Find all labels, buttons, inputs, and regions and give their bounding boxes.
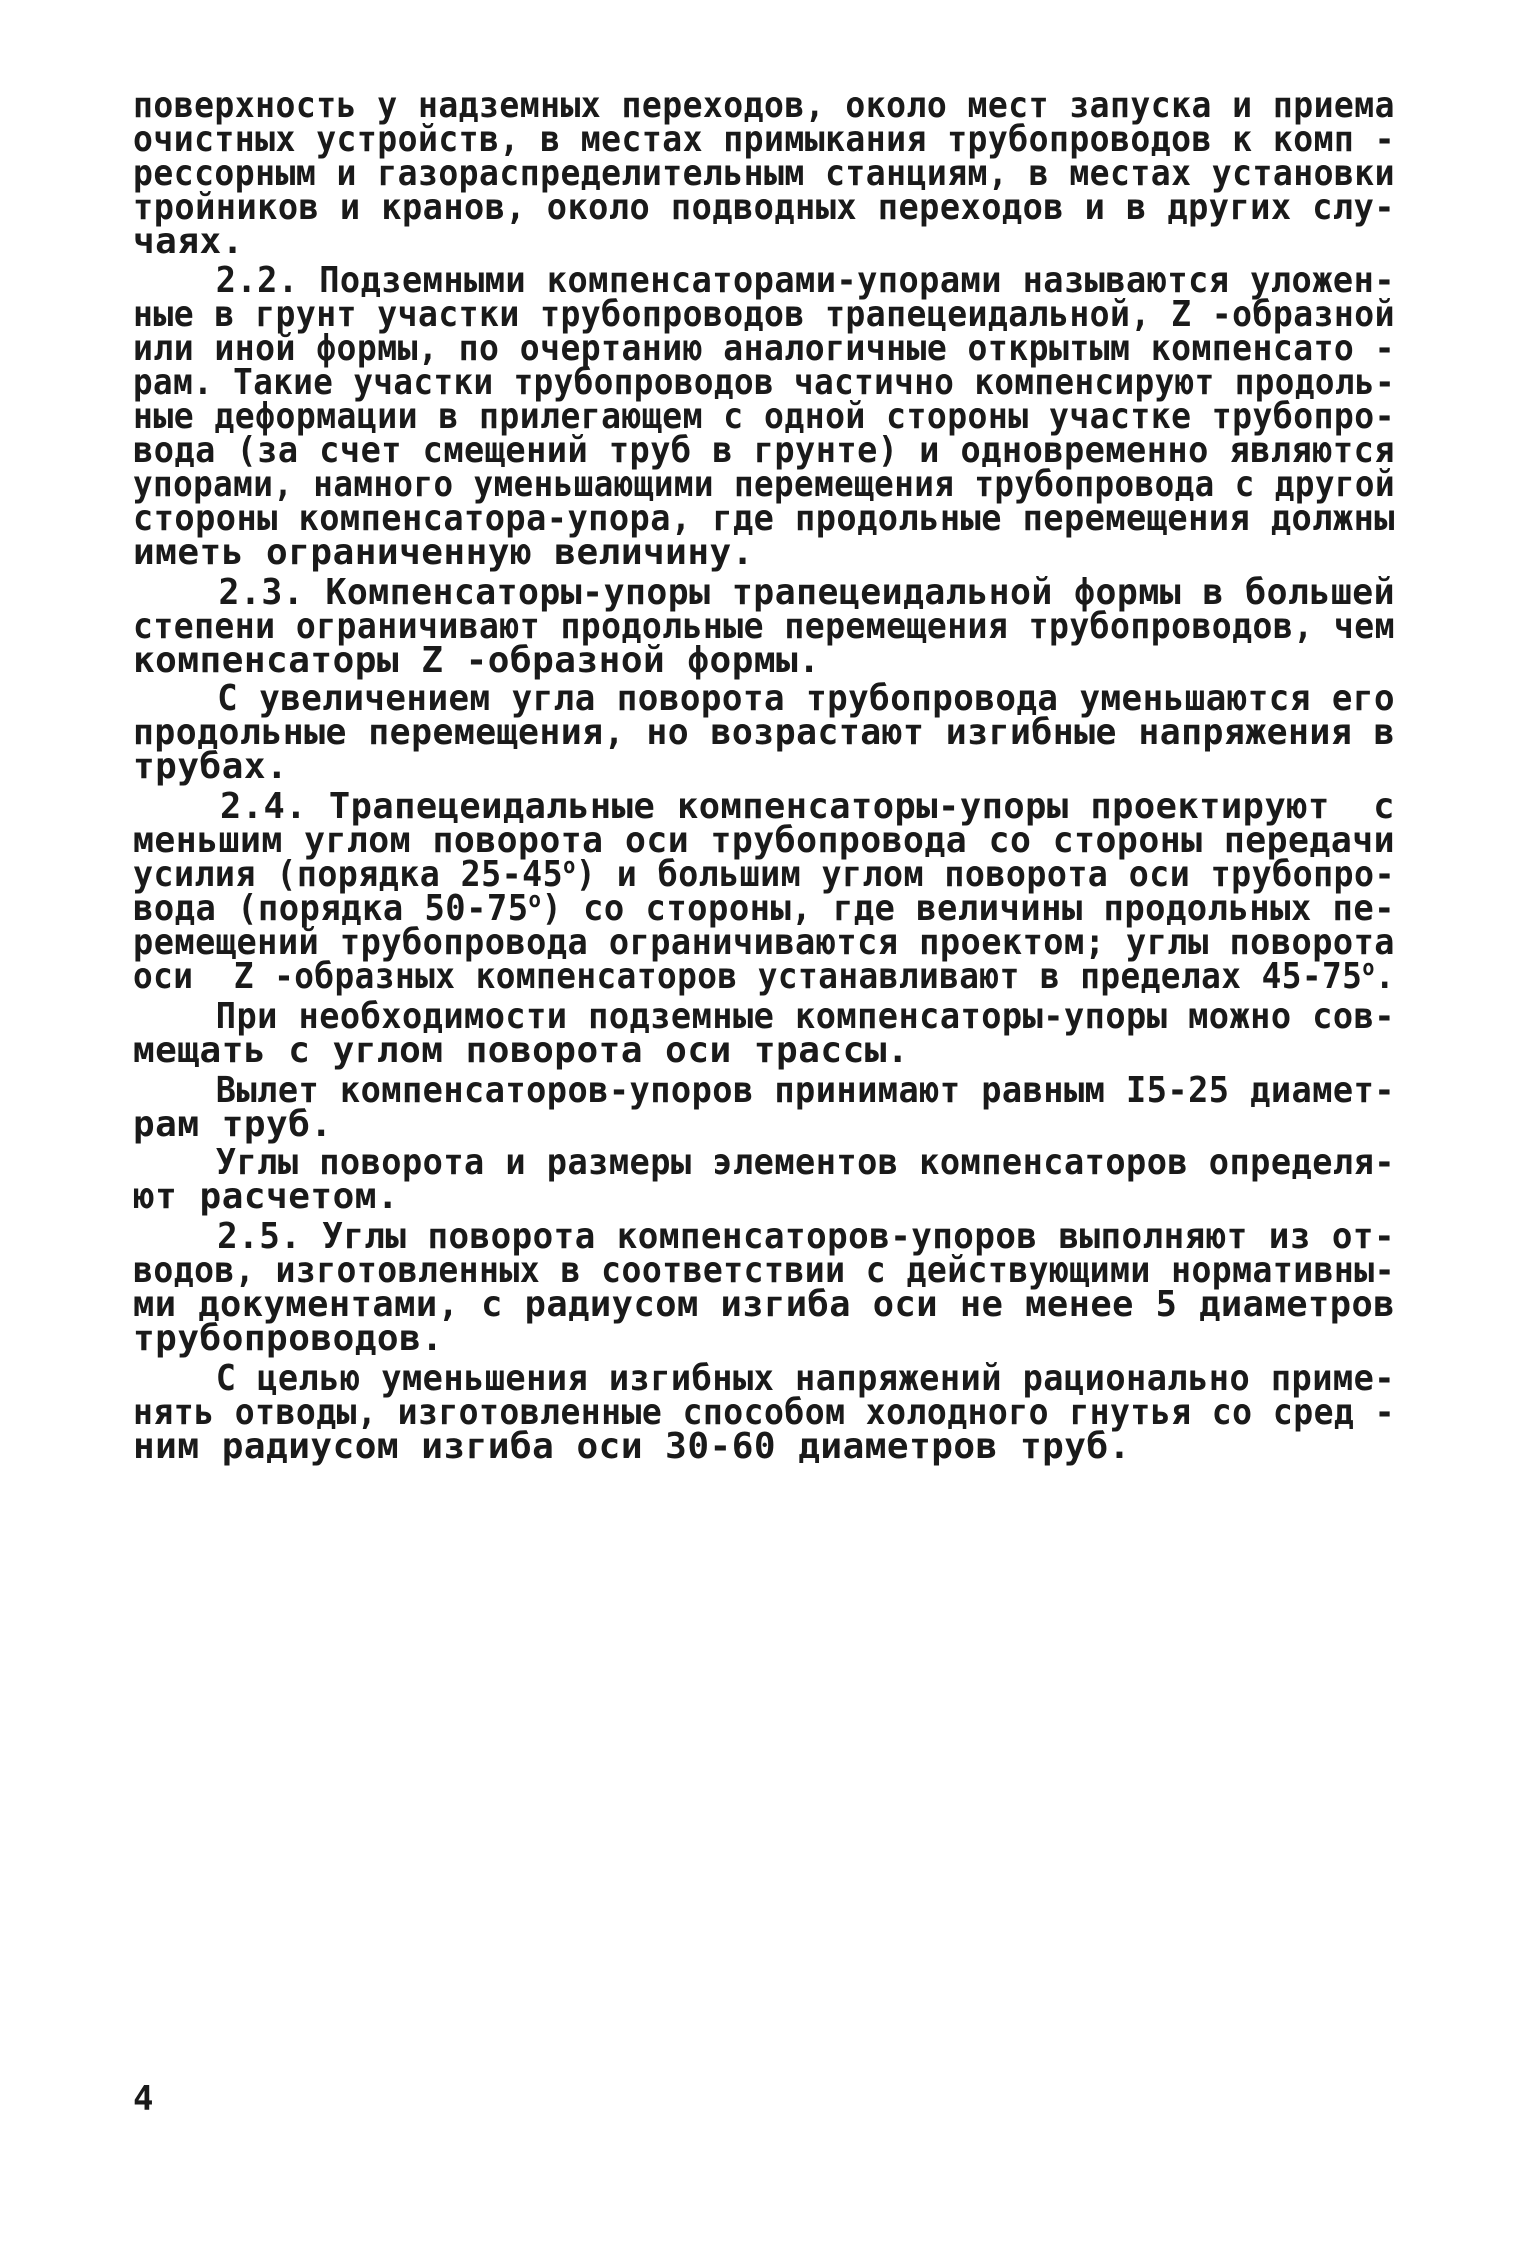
text-line: чаях. [133, 221, 244, 262]
text-line: вода (за счет смещений труб в грунте) и одновременно являются [133, 430, 1395, 471]
text-line: меньшим углом поворота оси трубопровода со стороны передачи [133, 820, 1395, 861]
text-line: 2.4. Трапецеидальные компенсаторы-упоры проектируют с [133, 786, 1395, 827]
text-line: вода (порядка 50-75$^o$) со стороны, где величины продольных пе- [133, 888, 1395, 929]
text-line: ют расчетом. [133, 1176, 400, 1217]
text-line: продольные перемещения, но возрастают изгибные напряжения в [133, 712, 1395, 753]
text-line: степени ограничивают продольные перемещения трубопроводов, чем [133, 606, 1395, 647]
text-line: очистных устройств, в местах примыкания трубопроводов к комп - [133, 119, 1395, 160]
page-number: 4 [133, 2079, 154, 2119]
text-line: стороны компенсатора-упора, где продольные перемещения должны [133, 498, 1395, 539]
text-line: рам труб. [133, 1104, 333, 1145]
text-line: водов, изготовленных в соответствии с действующими нормативны- [133, 1250, 1395, 1291]
text-line: С целью уменьшения изгибных напряжений рационально приме- [133, 1358, 1395, 1399]
text-line: С увеличением угла поворота трубопровода уменьшаются его [133, 678, 1395, 719]
text-line: ремещений трубопровода ограничиваются проектом; углы поворота [133, 922, 1395, 963]
text-line: 2.5. Углы поворота компенсаторов-упоров выполняют из от- [133, 1216, 1395, 1257]
text-line: Вылет компенсаторов-упоров принимают равным I5-25 диамет- [133, 1070, 1395, 1111]
text-line: рам. Такие участки трубопроводов частично компенсируют продоль- [133, 362, 1395, 403]
text-line: ним радиусом изгиба оси 30-60 диаметров труб. [133, 1426, 1131, 1467]
text-line: 2.2. Подземными компенсаторами-упорами называются уложен- [133, 260, 1395, 301]
text-line: Углы поворота и размеры элементов компенсаторов определя- [133, 1142, 1395, 1183]
text-line: упорами, намного уменьшающими перемещения трубопровода с другой [133, 464, 1395, 505]
text-line: ные в грунт участки трубопроводов трапецеидальной, Z -образной [133, 294, 1395, 335]
text-line: усилия (порядка 25-45$^o$) и большим углом поворота оси трубопро- [133, 854, 1395, 895]
text-line: нять отводы, изготовленные способом холодного гнутья со сред - [133, 1392, 1395, 1433]
text-line: При необходимости подземные компенсаторы-упоры можно сов- [133, 996, 1395, 1037]
text-line: рессорным и газораспределительным станциям, в местах установки [133, 153, 1395, 194]
text-line: 2.3. Компенсаторы-упоры трапецеидальной формы в большей [133, 572, 1395, 613]
text-line: поверхность у надземных переходов, около мест запуска и приема [133, 85, 1395, 126]
text-line: ные деформации в прилегающем с одной стороны участке трубопро- [133, 396, 1395, 437]
text-line: компенсаторы Z -образной формы. [133, 640, 821, 681]
text-line: или иной формы, по очертанию аналогичные открытым компенсато - [133, 328, 1395, 369]
text-line: тройников и кранов, около подводных переходов и в других слу- [133, 187, 1395, 228]
text-line: трубопроводов. [133, 1318, 444, 1359]
text-line: трубах. [133, 746, 289, 787]
text-line: мещать с углом поворота оси трассы. [133, 1030, 910, 1071]
text-line: ми документами, с радиусом изгиба оси не менее 5 диаметров [133, 1284, 1395, 1325]
text-line: иметь ограниченную величину. [133, 532, 754, 573]
text-line: оси Z -образных компенсаторов устанавливают в пределах 45-75$^o$. [133, 956, 1395, 997]
